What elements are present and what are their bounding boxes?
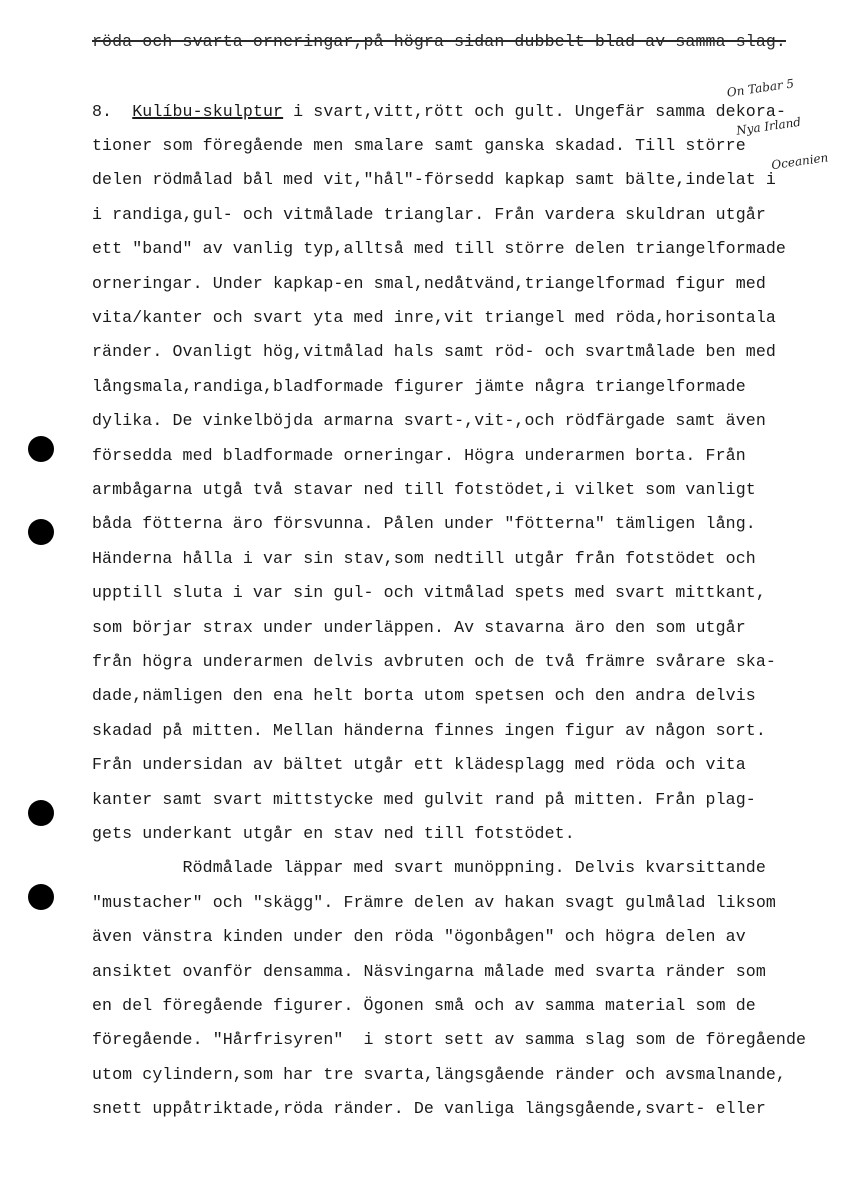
text-line: skadad på mitten. Mellan händerna finnes ingen figur av någon sort. bbox=[92, 721, 766, 740]
text-line: ränder. Ovanligt hög,vitmålad hals samt röd- och svartmålade ben med bbox=[92, 342, 776, 361]
text-line: dylika. De vinkelböjda armarna svart-,vit-,och rödfärgade samt även bbox=[92, 411, 766, 430]
text-line: snett uppåtriktade,röda ränder. De vanliga längsgående,svart- eller bbox=[92, 1099, 766, 1118]
text-line: båda fötterna äro försvunna. Pålen under "fötterna" tämligen lång. bbox=[92, 514, 756, 533]
text-line: Rödmålade läppar med svart munöppning. Delvis kvarsittande bbox=[92, 858, 766, 877]
text-line: försedda med bladformade orneringar. Högra underarmen borta. Från bbox=[92, 446, 746, 465]
text-line: långsmala,randiga,bladformade figurer jämte några triangelformade bbox=[92, 377, 746, 396]
text-line: upptill sluta i var sin gul- och vitmålad spets med svart mittkant, bbox=[92, 583, 766, 602]
text-line: gets underkant utgår en stav ned till fotstödet. bbox=[92, 824, 575, 843]
section-first-line-text: i svart,vitt,rött och gult. Ungefär samma dekora- bbox=[283, 102, 787, 121]
punch-hole bbox=[28, 884, 54, 910]
text-line: ansiktet ovanför densamma. Näsvingarna målade med svarta ränder som bbox=[92, 962, 766, 981]
text-line: i randiga,gul- och vitmålade trianglar. Från vardera skuldran utgår bbox=[92, 205, 766, 224]
text-line: "mustacher" och "skägg". Främre delen av hakan svagt gulmålad liksom bbox=[92, 893, 776, 912]
text-line: utom cylindern,som har tre svarta,längsgående ränder och avsmalnande, bbox=[92, 1065, 786, 1084]
handnote-line-2: Nya Irland bbox=[735, 114, 802, 138]
section-number: 8. bbox=[92, 102, 113, 121]
text-line: orneringar. Under kapkap-en smal,nedåtvänd,triangelformad figur med bbox=[92, 274, 766, 293]
text-line: Händerna hålla i var sin stav,som nedtill utgår från fotstödet och bbox=[92, 549, 756, 568]
punch-hole bbox=[28, 800, 54, 826]
text-line: från högra underarmen delvis avbruten och de två främre svårare ska- bbox=[92, 652, 776, 671]
text-line: delen rödmålad bål med vit,"hål"-försedd kapkap samt bälte,indelat i bbox=[92, 170, 776, 189]
text-line: vita/kanter och svart yta med inre,vit triangel med röda,horisontala bbox=[92, 308, 776, 327]
text-line: tioner som föregående men smalare samt ganska skadad. Till större bbox=[92, 136, 746, 155]
text-line: en del föregående figurer. Ögonen små och av samma material som de bbox=[92, 996, 756, 1015]
text-line: Från undersidan av bältet utgår ett klädesplagg med röda och vita bbox=[92, 755, 746, 774]
struck-top-line: röda och svarta orneringar,på högra sidan dubbelt blad av samma slag. bbox=[92, 32, 786, 51]
text-line: ett "band" av vanlig typ,alltså med till större delen triangelformade bbox=[92, 239, 786, 258]
text-line: armbågarna utgå två stavar ned till fotstödet,i vilket som vanligt bbox=[92, 480, 756, 499]
handnote-line-3: Oceanien bbox=[770, 150, 830, 173]
punch-hole bbox=[28, 436, 54, 462]
text-line: kanter samt svart mittstycke med gulvit rand på mitten. Från plag- bbox=[92, 790, 756, 809]
section-title: Kulíbu-skulptur bbox=[132, 102, 284, 121]
punch-hole bbox=[28, 519, 54, 545]
section-heading-line bbox=[92, 102, 786, 122]
handnote-line-1: On Tabar 5 bbox=[725, 76, 795, 100]
text-line: föregående. "Hårfrisyren" i stort sett av samma slag som de föregående bbox=[92, 1030, 807, 1049]
text-line: även vänstra kinden under den röda "ögonbågen" och högra delen av bbox=[92, 927, 746, 946]
text-line: som börjar strax under underläppen. Av stavarna äro den som utgår bbox=[92, 618, 746, 637]
text-line: dade,nämligen den ena helt borta utom spetsen och den andra delvis bbox=[92, 686, 756, 705]
